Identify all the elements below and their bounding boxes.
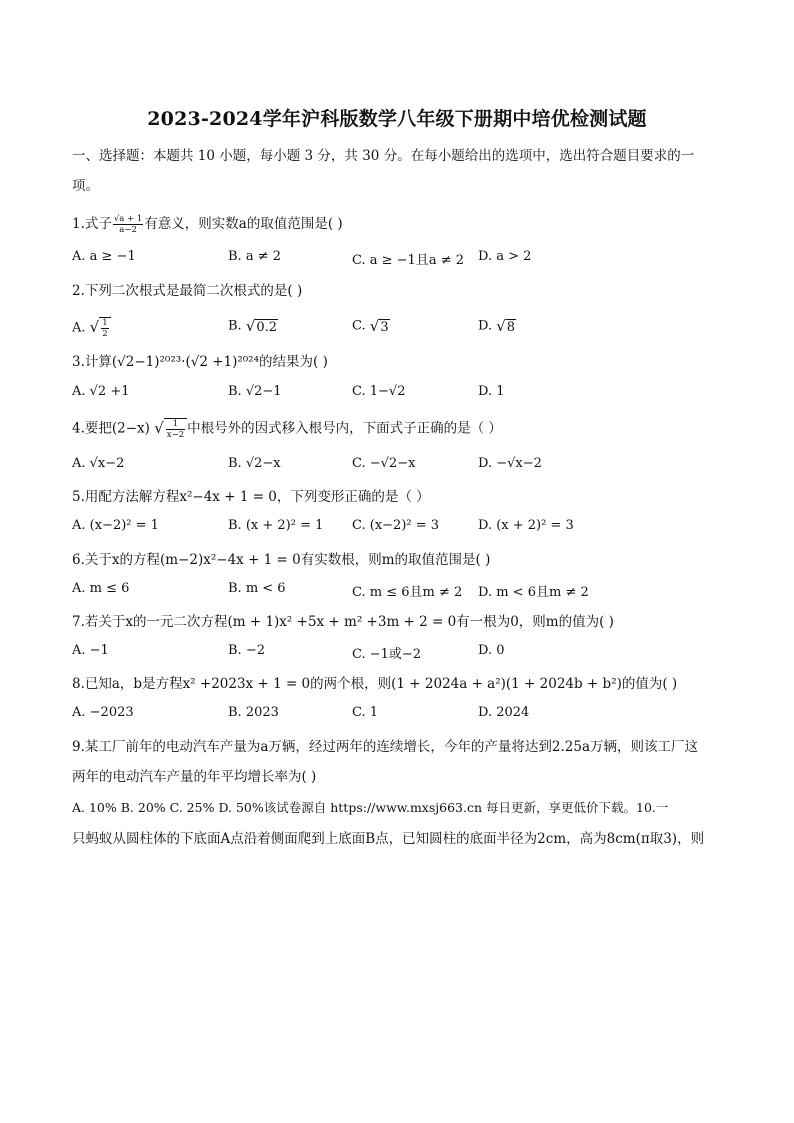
- section-heading-line1: 一、选择题：本题共 10 小题，每小题 3 分，共 30 分。在每小题给出的选项中，选出符合题目要求的一: [72, 148, 695, 164]
- question-1-fraction-numerator: √a + 1: [113, 214, 143, 224]
- q7-option-c: C. −1或−2: [352, 647, 422, 662]
- q7-option-b: B. −2: [228, 643, 265, 658]
- question-7: 7.若关于x的一元二次方程(m + 1)x² +5x + m² +3m + 2 = 0有一根为0，则m的值为( ): [72, 614, 614, 630]
- question-1: [72, 214, 722, 235]
- q2-option-c-label: C.: [352, 318, 366, 334]
- q2-option-a-denominator: 2: [102, 329, 108, 339]
- q4-option-d: D. −√x−2: [478, 456, 542, 471]
- q2-option-d-radicand: 8: [506, 320, 516, 335]
- q7-option-d: D. 0: [478, 643, 505, 658]
- question-1-options: [0, 249, 794, 269]
- question-4-sqrt: √ $\frac{1}{x-2}$: [154, 418, 187, 440]
- q7-option-a: A. −1: [72, 643, 109, 658]
- q8-option-a: A. −2023: [72, 705, 134, 720]
- q2-option-c-radicand: 3: [380, 320, 389, 335]
- q1-option-b: B. a ≠ 2: [228, 249, 281, 264]
- question-4: [72, 418, 722, 440]
- q2-option-d: D. √8: [478, 317, 516, 335]
- question-9-line1: 9.某工厂前年的电动汽车产量为a万辆，经过两年的连续增长，今年的产量将达到2.25a万辆，则该工厂这: [72, 739, 699, 755]
- question-2-options: [0, 313, 794, 341]
- question-5-options: [0, 518, 794, 538]
- q1-option-d: D. a > 2: [478, 249, 532, 264]
- question-1-fraction-denominator: a−2: [119, 225, 137, 235]
- q3-option-c: C. 1−√2: [352, 384, 406, 399]
- q8-option-c: C. 1: [352, 705, 379, 720]
- q6-option-d: D. m < 6且m ≠ 2: [478, 585, 589, 600]
- page-title: 2023-2024学年沪科版数学八年级下册期中培优检测试题: [147, 108, 647, 130]
- question-5: 5.用配方法解方程x²−4x + 1 = 0，下列变形正确的是（ ）: [72, 489, 430, 505]
- question-6-options: [0, 581, 794, 601]
- question-2: 2.下列二次根式是最简二次根式的是( ): [72, 283, 303, 299]
- q2-option-c: C. √3: [352, 317, 389, 335]
- question-10-line: 只蚂蚁从圆柱体的下底面A点沿着侧面爬到上底面B点，已知圆柱的底面半径为2cm，高为8cm(π取3)，则: [72, 831, 705, 847]
- question-9-options-and-q10-start: A. 10% B. 20% C. 25% D. 50%该试卷源自 https://www.mxsj663.cn 每日更新，享更低价下载。10.一: [72, 800, 669, 815]
- question-4-denominator: x−2: [166, 430, 185, 440]
- q8-option-b: B. 2023: [228, 705, 279, 720]
- question-3-options: [0, 384, 794, 404]
- q2-option-d-label: D.: [478, 318, 493, 334]
- q8-option-d: D. 2024: [478, 705, 530, 720]
- question-1-suffix: 有意义，则实数a的取值范围是( ): [144, 216, 343, 232]
- q4-option-b: B. √2−x: [228, 456, 281, 471]
- q5-option-c: C. (x−2)² = 3: [352, 518, 440, 533]
- question-9-line2: 两年的电动汽车产量的年平均增长率为( ): [72, 769, 317, 785]
- q4-option-c: C. −√2−x: [352, 456, 416, 471]
- q2-option-a: [72, 317, 111, 339]
- q1-option-a: A. a ≥ −1: [72, 249, 136, 264]
- q1-option-c: C. a ≥ −1且a ≠ 2: [352, 253, 464, 268]
- question-6: 6.关于x的方程(m−2)x²−4x + 1 = 0有实数根，则m的取值范围是( ): [72, 552, 491, 568]
- question-1-prefix: 1.式子: [72, 216, 112, 232]
- section-heading-line2: 项。: [72, 178, 99, 194]
- question-4-numerator: 1: [166, 419, 185, 430]
- question-3: 3.计算(√2−1)²⁰²³·(√2 +1)²⁰²⁴的结果为( ): [72, 354, 328, 370]
- question-4-suffix: 中根号外的因式移入根号内，下面式子正确的是（ ）: [187, 420, 502, 437]
- q6-option-c: C. m ≤ 6且m ≠ 2: [352, 585, 463, 600]
- q2-option-b-label: B.: [228, 318, 242, 334]
- q4-option-a: A. √x−2: [72, 456, 125, 471]
- question-4-prefix: 4.要把(2−x): [72, 420, 150, 437]
- q5-option-a: A. (x−2)² = 1: [72, 518, 159, 533]
- q2-option-b: B. √0.2: [228, 317, 278, 335]
- question-7-options: [0, 643, 794, 663]
- q3-option-a: A. √2 +1: [72, 384, 130, 399]
- q6-option-a: A. m ≤ 6: [72, 581, 130, 596]
- q2-option-b-radicand: 0.2: [256, 320, 278, 335]
- q6-option-b: B. m < 6: [228, 581, 286, 596]
- question-4-options: [0, 456, 794, 476]
- q2-option-a-numerator: 1: [102, 318, 108, 328]
- q5-option-b: B. (x + 2)² = 1: [228, 518, 324, 533]
- q3-option-d: D. 1: [478, 384, 505, 399]
- q5-option-d: D. (x + 2)² = 3: [478, 518, 574, 533]
- question-8: 8.已知a，b是方程x² +2023x + 1 = 0的两个根，则(1 + 2024a + a²)(1 + 2024b + b²)的值为( ): [72, 676, 678, 692]
- q3-option-b: B. √2−1: [228, 384, 282, 399]
- q2-option-a-sqrt: √ $\frac{1}{2}$: [90, 317, 111, 339]
- question-1-fraction: [113, 214, 143, 235]
- question-8-options: [0, 705, 794, 725]
- q2-option-a-label: A.: [72, 320, 86, 336]
